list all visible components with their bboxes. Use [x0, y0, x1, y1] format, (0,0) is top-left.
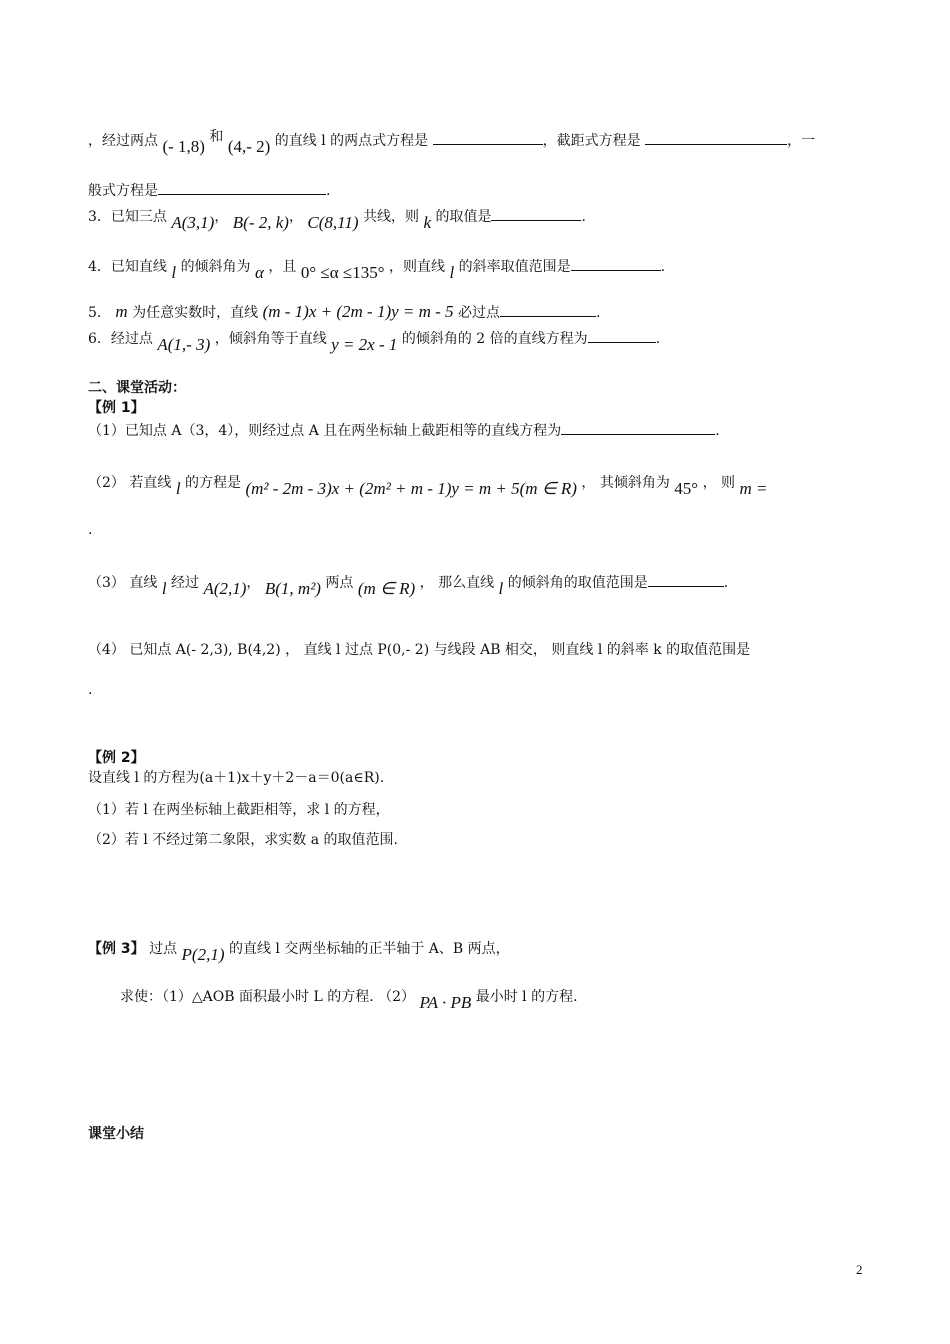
example-1-part-2 — [88, 472, 768, 498]
var-alpha: α — [255, 263, 264, 282]
point-a: A(1,- 3) — [157, 335, 211, 354]
angle-range: 0° ≤α ≤135° — [300, 263, 385, 282]
ex3-text-3: 最小时 l 的方程. — [475, 989, 578, 1005]
q3-text-2: 的取值是 — [435, 209, 492, 225]
summary-title: 课堂小结 — [88, 1126, 144, 1142]
point-a: A(3,1) — [171, 213, 215, 232]
ex1-p1-end: . — [715, 423, 720, 439]
q5-text-2: 必过点 — [458, 305, 501, 321]
example-2-stem: 设直线 l 的方程为(a＋1)x＋y＋2－a＝0(a∈R). — [88, 770, 385, 786]
q4-text-3: ，则直线 — [388, 259, 445, 275]
var-l: l — [171, 263, 177, 282]
q2-text-3: ，截距式方程是 — [542, 133, 641, 149]
answer-blank[interactable] — [645, 128, 787, 145]
var-m: m — [115, 302, 128, 321]
section-title: 二、课堂活动： — [88, 380, 186, 396]
q4 — [88, 254, 666, 282]
q2-text-4: ，一 — [787, 133, 816, 149]
q5-text: 为任意实数时，直线 — [132, 305, 259, 321]
q6 — [88, 326, 661, 354]
ex1-p2-dot: . — [88, 522, 93, 538]
line-equation: y = 2x - 1 — [331, 335, 398, 354]
q4-text-2: ，且 — [268, 259, 297, 275]
line-equation: (m - 1)x + (2m - 1)y = m - 5 — [262, 302, 454, 321]
ex1-p1-text: （1）已知点 A（3，4），则经过点 A 且在两坐标轴上截距相等的直线方程为 — [88, 423, 562, 439]
q4-end: . — [660, 259, 666, 275]
example-1-part-3: （3） 直线 l 经过 A(2,1)， B(1, m²) 两点 (m ∈ R) ， 那么直线 l 的倾斜角的取值范围是 . — [88, 570, 728, 593]
ex1-p3-end: . — [723, 575, 729, 591]
example-2-title: 【例 2】 — [88, 750, 145, 766]
q2-line1 — [88, 128, 816, 156]
q4-text: 的倾斜角为 — [180, 259, 251, 275]
q2-line2 — [88, 178, 330, 201]
dot-product: PA · PB — [419, 993, 472, 1012]
ex3-ask-text: 求使：（1）△AOB 面积最小时 L 的方程. （2） — [120, 989, 416, 1005]
point-2: (4,- 2) — [227, 137, 271, 156]
angle-45: 45° — [674, 479, 699, 498]
var-l: l — [449, 263, 455, 282]
q4-number: 4．已知直线 — [88, 259, 167, 275]
answer-blank[interactable] — [588, 326, 656, 343]
ex1-p3-text-4: ， 那么直线 — [419, 575, 495, 591]
ex1-p2-text-3: ， 其倾斜角为 — [581, 475, 670, 491]
q2-text-2: 的直线 l 的两点式方程是 — [274, 133, 429, 149]
var-l: l — [175, 479, 181, 498]
ex1-p2-text-2: 的方程是 — [185, 475, 241, 491]
point-b: B(- 2, k) — [232, 213, 289, 232]
answer-blank[interactable] — [561, 418, 715, 435]
example-3-ask — [120, 986, 578, 1012]
q3: 3．已知三点 A(3,1)， B(- 2, k)， C(8,11) 共线，则 k 的取值是 . — [88, 204, 586, 227]
point-a: A(2,1) — [203, 579, 247, 598]
page-number: 2 — [856, 1262, 863, 1277]
q4-text-4: 的斜率取值范围是 — [458, 259, 571, 275]
var-l: l — [498, 579, 504, 598]
answer-blank[interactable] — [491, 204, 581, 221]
answer-blank[interactable] — [158, 178, 326, 195]
q2-end: . — [326, 183, 331, 199]
ex1-p3-text-5: 的倾斜角的取值范围是 — [507, 575, 648, 591]
point-1: (- 1,8) — [162, 137, 205, 156]
ex1-p4-text: （4） 已知点 A(- 2,3), B(4,2) ， 直线 l 过点 P(0,- 2) 与线段 AB 相交， 则直线 l 的斜率 k 的取值范围是 — [88, 642, 751, 658]
q6-text: ，倾斜角等于直线 — [214, 331, 327, 347]
ex1-p3-text-2: 经过 — [171, 575, 199, 591]
point-p: P(2,1) — [181, 945, 225, 964]
ex1-p3-text: （3） 直线 — [88, 575, 158, 591]
q6-end: . — [655, 331, 661, 347]
q2-text-5: 般式方程是 — [88, 183, 158, 199]
example-1-title: 【例 1】 — [88, 400, 145, 416]
example-2-q2: （2）若 l 不经过第二象限，求实数 a 的取值范围. — [88, 832, 398, 848]
q5 — [88, 300, 600, 323]
example-2-q1: （1）若 l 在两坐标轴上截距相等，求 l 的方程， — [88, 802, 390, 818]
var-l: l — [161, 579, 167, 598]
point-b: B(1, m²) — [264, 579, 321, 598]
condition-m: (m ∈ R) — [357, 579, 416, 598]
line-equation: (m² - 2m - 3)x + (2m² + m - 1)y = m + 5(m ∈ R) — [245, 479, 577, 498]
ex3-text-2: 的直线 l 交两坐标轴的正半轴于 A、B 两点， — [228, 941, 510, 957]
q3-number: 3．已知三点 — [88, 209, 167, 225]
ex1-p2-text: （2） 若直线 — [88, 475, 172, 491]
q3-text: 共线，则 — [363, 209, 420, 225]
example-3 — [88, 938, 510, 964]
q2-text: ，经过两点 — [88, 133, 158, 149]
var-k: k — [423, 213, 432, 232]
q2-and: 和 — [209, 129, 224, 145]
example-3-title: 【例 3】 — [88, 941, 145, 957]
answer-blank[interactable] — [648, 570, 724, 587]
point-c: C(8,11) — [307, 213, 359, 232]
answer-blank[interactable] — [433, 128, 543, 145]
answer-blank[interactable] — [571, 254, 661, 271]
example-1-part-4 — [88, 640, 750, 660]
ex1-p4-dot: . — [88, 682, 93, 698]
ex1-p2-text-4: ， 则 — [702, 475, 736, 491]
q6-text-2: 的倾斜角的 2 倍的直线方程为 — [401, 331, 588, 347]
answer-blank[interactable] — [500, 300, 596, 317]
ex1-p3-text-3: 两点 — [325, 575, 354, 591]
ex3-text: 过点 — [149, 941, 178, 957]
q6-number: 6．经过点 — [88, 331, 153, 347]
var-m: m = — [739, 479, 768, 498]
q5-number: 5． — [88, 305, 111, 321]
q5-end: . — [596, 305, 601, 321]
example-1-part-1 — [88, 418, 720, 441]
q3-end: . — [581, 209, 586, 225]
